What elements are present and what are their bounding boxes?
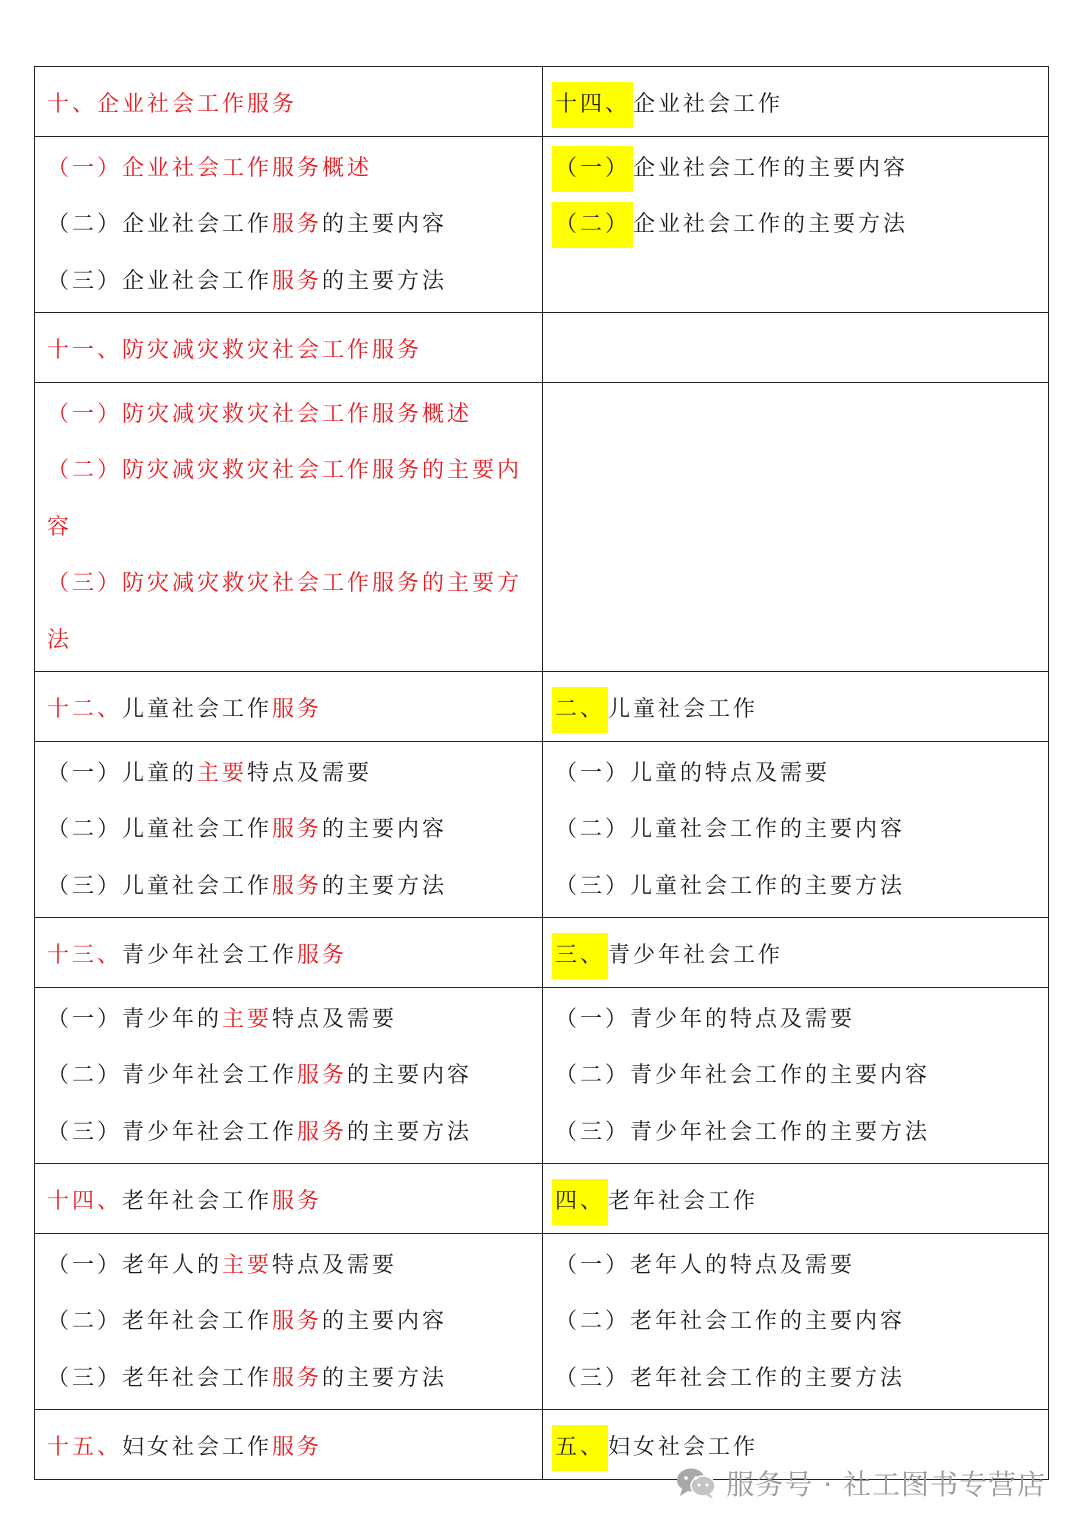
text: 青少年社会工作 [122,943,298,968]
right-items-cell [543,1233,1049,1410]
text: （一）儿童的 [47,760,198,786]
list-item [555,1351,1048,1408]
right-items-cell [543,987,1049,1164]
title-text: 老年社会工作 [608,1189,759,1214]
red-text: 主要 [197,760,248,786]
list-item [47,254,542,311]
text: 的主要内容 [322,212,448,237]
red-text: 服务 [272,697,323,722]
text: 的主要内容 [322,1309,448,1334]
red-text: （二）防灾减灾救灾社会工作服务的主要内容 [47,458,523,540]
list-item [47,197,542,254]
item-text: （三）老年社会工作的主要方法 [555,1365,906,1391]
text: （二）企业社会工作 [47,212,273,237]
list-item [47,387,542,444]
list-item [47,141,542,198]
right-section-title [543,1164,1049,1234]
list-item [555,992,1048,1049]
title-text: 企业社会工作 [633,92,784,117]
red-text: 主要 [222,1006,273,1032]
left-section-title [35,1164,543,1234]
wechat-icon [676,1466,716,1500]
red-text: 十三、 [47,943,123,968]
item-text: （一）儿童的特点及需要 [555,760,831,786]
text: 特点及需要 [247,760,373,786]
red-text: 服务 [272,817,323,842]
item-text: 企业社会工作的主要内容 [633,155,909,181]
red-text: 服务 [297,943,348,968]
red-text: 服务 [272,1309,323,1334]
highlighted-number: （一） [552,146,633,192]
list-item [555,802,1048,859]
item-text: （三）儿童社会工作的主要方法 [555,873,906,899]
text: （一）青少年的 [47,1006,223,1032]
list-item [555,141,1048,198]
text: （二）儿童社会工作 [47,817,273,842]
left-items-cell [35,136,543,313]
right-section-title [543,313,1049,383]
red-text: 服务 [247,92,298,117]
list-item [47,443,542,556]
item-text: （二）儿童社会工作的主要内容 [555,817,906,842]
text: 的主要内容 [322,817,448,842]
list-item [47,992,542,1049]
list-item [555,746,1048,803]
item-text: （二）青少年社会工作的主要内容 [555,1063,931,1088]
right-section-title [543,918,1049,988]
red-text: （一）企业社会工作服务概述 [47,155,373,181]
text: （一）老年人的 [47,1252,223,1278]
item-text: （二）老年社会工作的主要内容 [555,1309,906,1334]
left-section-title [35,67,543,137]
text: 特点及需要 [272,1252,398,1278]
list-item [47,746,542,803]
list-item [47,802,542,859]
red-text: 主要 [222,1252,273,1278]
item-text: （一）青少年的特点及需要 [555,1006,856,1032]
highlighted-number: 五、 [552,1425,608,1471]
right-section-title [543,67,1049,137]
text: 特点及需要 [272,1006,398,1032]
red-text: （一）防灾减灾救灾社会工作服务概述 [47,401,473,427]
text: （三）青少年社会工作 [47,1119,298,1145]
red-text: 十二、 [47,697,123,722]
list-item [47,859,542,916]
text: 的主要方法 [347,1119,473,1145]
red-text: 服务 [272,268,323,294]
list-item [47,1048,542,1105]
section-title-row [35,67,1049,137]
text: （二）青少年社会工作 [47,1063,298,1088]
left-items-cell [35,382,543,672]
text: （二）老年社会工作 [47,1309,273,1334]
left-items-cell [35,987,543,1164]
list-item [555,1294,1048,1351]
red-text: 服务 [272,1435,323,1460]
highlighted-number: 十四、 [552,82,633,128]
title-text: 青少年社会工作 [608,943,784,968]
section-items-row [35,987,1049,1164]
left-section-title [35,918,543,988]
list-item [555,1105,1048,1162]
section-title-row [35,1164,1049,1234]
left-items-cell [35,741,543,918]
title-text: 儿童社会工作 [608,697,759,722]
section-items-row [35,136,1049,313]
text: 儿童社会工作 [122,697,273,722]
highlighted-number: 二、 [552,687,608,733]
red-text: 服务 [272,1365,323,1391]
right-items-cell [543,136,1049,313]
red-text: 十、企业社会工作 [47,92,248,117]
red-text: 服务 [272,873,323,899]
list-item [555,859,1048,916]
text: （三）企业社会工作 [47,268,273,294]
text: 的主要内容 [347,1063,473,1088]
right-section-title [543,672,1049,742]
item-text: （一）老年人的特点及需要 [555,1252,856,1278]
list-item [47,1105,542,1162]
list-item [47,1294,542,1351]
left-section-title [35,672,543,742]
item-text: （三）青少年社会工作的主要方法 [555,1119,931,1145]
title-text: 妇女社会工作 [608,1435,759,1460]
text: 的主要方法 [322,268,448,294]
red-text: 服务 [297,1063,348,1088]
text: （三）老年社会工作 [47,1365,273,1391]
red-text: 十四、 [47,1189,123,1214]
left-section-title [35,313,543,383]
section-items-row [35,741,1049,918]
item-text: 企业社会工作的主要方法 [633,212,909,237]
footer-watermark [676,1460,1046,1506]
footer-text: 服务号 · 社工图书专营店 [726,1468,1046,1501]
section-title-row [35,918,1049,988]
list-item [47,1238,542,1295]
section-items-row [35,382,1049,672]
text: 的主要方法 [322,873,448,899]
text: 妇女社会工作 [122,1435,273,1460]
list-item [47,1351,542,1408]
comparison-table [34,66,1049,1480]
section-title-row [35,672,1049,742]
right-items-cell [543,741,1049,918]
section-title-row [35,313,1049,383]
list-item [47,556,542,669]
red-text: 服务 [272,212,323,237]
highlighted-number: 四、 [552,1179,608,1225]
left-section-title [35,1410,543,1480]
highlighted-number: 三、 [552,933,608,979]
red-text: 十五、 [47,1435,123,1460]
text: 的主要方法 [322,1365,448,1391]
red-text: 十一、防灾减灾救灾社会工作服务 [47,338,423,363]
red-text: （三）防灾减灾救灾社会工作服务的主要方法 [47,571,523,653]
highlighted-number: （二） [552,202,633,248]
list-item [555,197,1048,254]
list-item [555,1238,1048,1295]
red-text: 服务 [272,1189,323,1214]
text: 老年社会工作 [122,1189,273,1214]
section-items-row [35,1233,1049,1410]
red-text: 服务 [297,1119,348,1145]
text: （三）儿童社会工作 [47,873,273,899]
left-items-cell [35,1233,543,1410]
right-items-cell [543,382,1049,672]
list-item [555,1048,1048,1105]
